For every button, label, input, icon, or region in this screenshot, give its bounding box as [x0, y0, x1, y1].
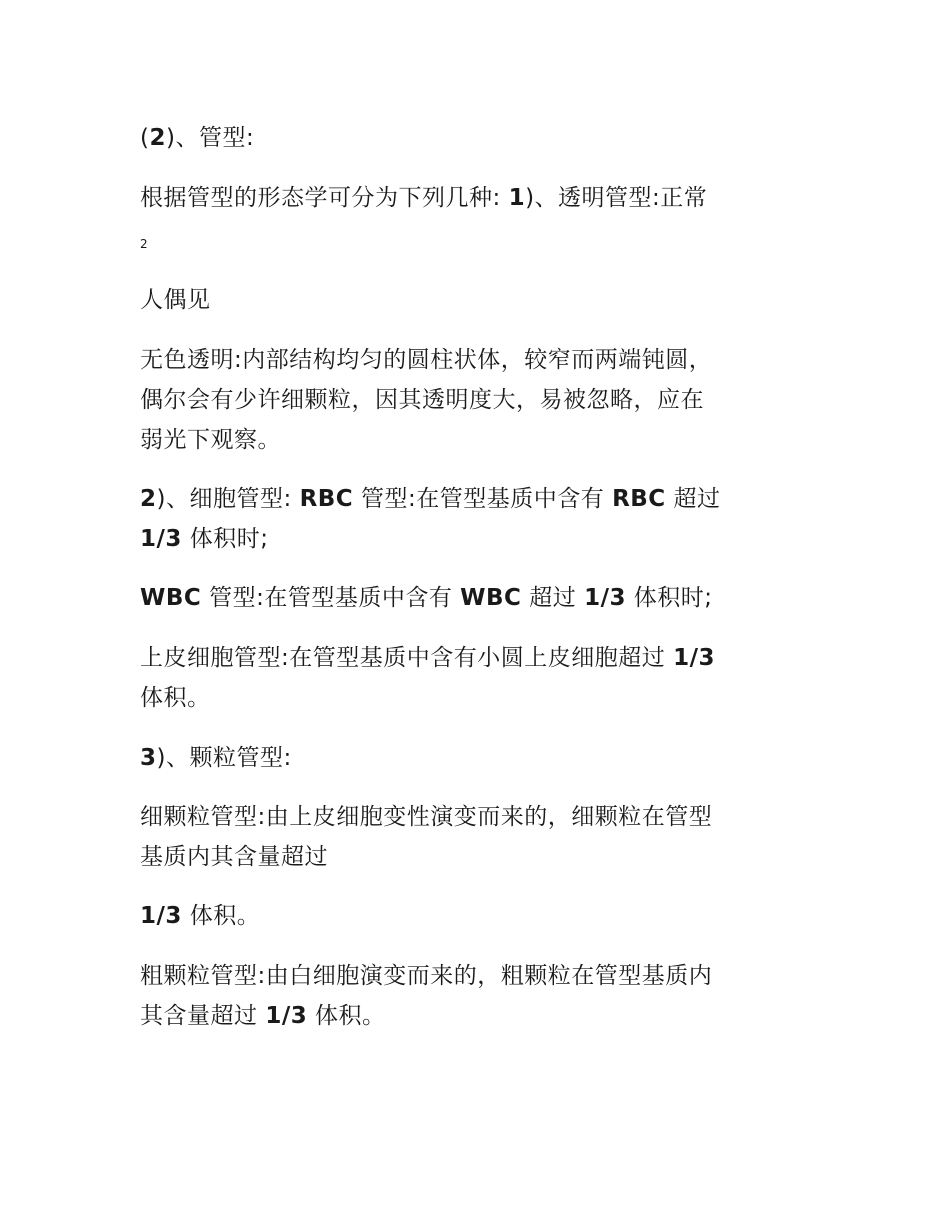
text-line [140, 578, 713, 618]
text-segment: 体积。 [181, 903, 261, 929]
text-segment: 细颗粒管型:由上皮细胞变性演变而来的，细颗粒在管型 [140, 804, 713, 830]
text-line [140, 178, 707, 218]
text-segment: )、细胞管型: [156, 486, 300, 512]
text-line [140, 420, 281, 460]
text-segment: 体积时; [181, 526, 269, 552]
text-segment: 弱光下观察。 [140, 427, 281, 453]
text-segment: 体积时; [625, 585, 713, 611]
text-segment: 人偶见 [140, 287, 211, 313]
text-line [140, 519, 268, 559]
text-line [140, 638, 715, 678]
text-line [140, 797, 712, 837]
bold-segment: 1/3 [673, 645, 715, 671]
text-segment: )、管型: [166, 125, 255, 151]
text-segment: )、颗粒管型: [156, 745, 292, 771]
text-line [140, 280, 211, 320]
text-line [140, 678, 211, 718]
text-segment: 超过 [521, 585, 585, 611]
bold-segment: 1/3 [265, 1003, 308, 1029]
text-segment: 无色透明:内部结构均匀的圆柱状体，较窄而两端钝圆， [140, 347, 713, 373]
bold-segment: 1/3 [140, 903, 182, 929]
bold-segment: WBC [460, 585, 522, 611]
text-segment: )、透明管型:正常 [525, 185, 708, 211]
text-segment: 管型:在管型基质中含有 [201, 585, 461, 611]
text-segment: 偶尔会有少许细颗粒，因其透明度大，易被忽略，应在 [140, 387, 704, 413]
text-segment: 超过 [665, 486, 721, 512]
text-line [140, 738, 292, 778]
text-segment: 管型:在管型基质中含有 [353, 486, 613, 512]
footnote-marker: 2 [140, 237, 148, 251]
text-segment: 体积。 [140, 685, 211, 711]
text-line [140, 896, 260, 936]
bold-segment: RBC [299, 486, 354, 512]
text-segment: 根据管型的形态学可分为下列几种: [140, 185, 509, 211]
text-line [140, 837, 328, 877]
bold-segment: 1/3 [140, 526, 182, 552]
bold-segment: 1 [508, 185, 526, 211]
bold-segment: 3 [140, 745, 157, 771]
bold-segment: RBC [612, 486, 666, 512]
bold-segment: 1/3 [584, 585, 626, 611]
text-segment: 粗颗粒管型:由白细胞演变而来的，粗颗粒在管型基质内 [140, 963, 713, 989]
text-segment: 其含量超过 [140, 1003, 266, 1029]
bold-segment: 2 [140, 486, 157, 512]
text-line [140, 118, 254, 158]
text-segment: 基质内其含量超过 [140, 844, 328, 870]
bold-segment: 2 [149, 125, 166, 151]
text-line [140, 340, 712, 380]
text-segment: 体积。 [307, 1003, 386, 1029]
text-line [140, 956, 712, 996]
text-segment: ( [140, 125, 150, 151]
bold-segment: WBC [140, 585, 202, 611]
text-line [140, 996, 386, 1036]
text-line [140, 380, 704, 420]
text-line [140, 479, 721, 519]
text-segment: 上皮细胞管型:在管型基质中含有小圆上皮细胞超过 [140, 645, 674, 671]
